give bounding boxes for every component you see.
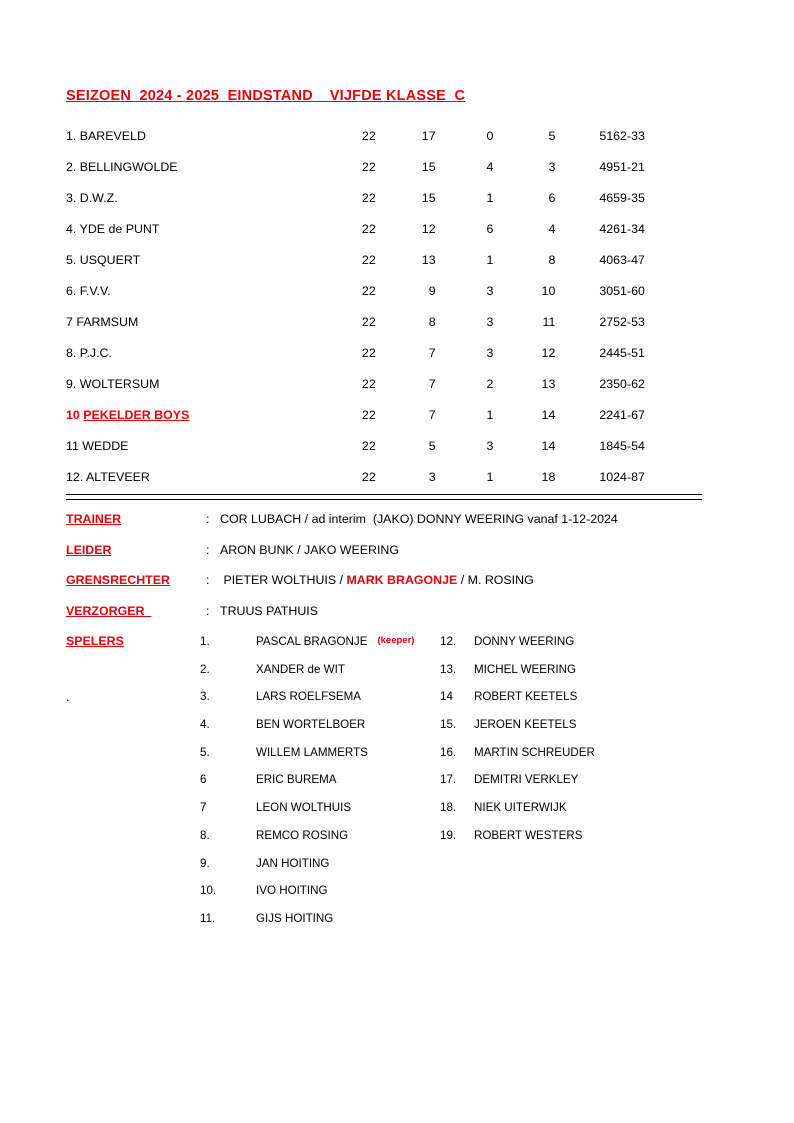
standings-played: 22 — [361, 376, 376, 391]
player-number: 16. — [440, 745, 457, 759]
player-name: MARTIN SCHREUDER — [474, 745, 595, 759]
grensrechter-label: GRENSRECHTER — [66, 573, 170, 587]
list-item — [200, 829, 440, 857]
grensrechter-value-accent: MARK BRAGONJE — [346, 573, 458, 587]
player-name: LEON WOLTHUIS — [256, 801, 352, 815]
standings-points: 46 — [599, 190, 614, 205]
player-name: DONNY WEERING — [474, 635, 575, 648]
list-item — [200, 635, 440, 663]
player-name: ROBERT KEETELS — [474, 690, 578, 704]
table-row — [66, 399, 702, 430]
verzorger-value: TRUUS PATHUIS — [220, 603, 318, 618]
standings-team-cell: 6. F.V.V. — [66, 283, 111, 298]
list-item — [200, 857, 440, 885]
standings-drawn: 4 — [486, 159, 494, 174]
staff-row-verzorger — [66, 604, 706, 635]
standings-position: 10 — [66, 407, 80, 422]
standings-team-cell: 4. YDE de PUNT — [66, 221, 160, 236]
table-row — [66, 182, 702, 213]
standings-played: 22 — [361, 221, 376, 236]
standings-won: 13 — [421, 252, 436, 267]
standings-team-cell: 7 FARMSUM — [66, 314, 139, 329]
standings-drawn: 2 — [486, 376, 494, 391]
list-item — [200, 746, 440, 774]
standings-goals: 50-62 — [613, 376, 645, 391]
standings-team-cell: 2. BELLINGWOLDE — [66, 159, 178, 174]
standings-drawn: 1 — [486, 252, 494, 267]
player-number: 4. — [200, 718, 210, 732]
player-name: LARS ROELFSEMA — [256, 690, 362, 704]
player-number: 3. — [200, 690, 210, 704]
standings-won: 5 — [428, 438, 436, 453]
standings-played: 22 — [361, 314, 376, 329]
standings-won: 9 — [428, 283, 436, 298]
standings-goals: 51-60 — [613, 283, 645, 298]
player-name: ROBERT WESTERS — [474, 828, 583, 842]
player-number: 17. — [440, 773, 457, 787]
table-row — [66, 430, 702, 461]
standings-points: 40 — [599, 252, 614, 267]
player-number: 18. — [440, 801, 457, 815]
grensrechter-value-before: PIETER WOLTHUIS / — [220, 573, 347, 587]
player-name: IVO HOITING — [256, 884, 328, 898]
player-name: ERIC BUREMA — [256, 773, 337, 787]
player-number: 1. — [200, 635, 210, 648]
standings-won: 3 — [428, 469, 436, 484]
standings-played: 22 — [361, 128, 376, 143]
standings-team-cell: 3. D.W.Z. — [66, 190, 118, 205]
player-name: GIJS HOITING — [256, 911, 334, 925]
table-row — [66, 306, 702, 337]
list-item — [200, 884, 440, 912]
standings-won: 15 — [421, 159, 436, 174]
standings-goals: 61-34 — [613, 221, 645, 236]
standings-team-cell — [66, 399, 314, 430]
player-name: MICHEL WEERING — [474, 662, 576, 676]
standings-lost: 13 — [541, 376, 556, 391]
standings-points: 30 — [599, 283, 614, 298]
standings-points: 24 — [599, 345, 614, 360]
verzorger-colon: : — [206, 603, 210, 618]
leider-colon: : — [206, 542, 210, 557]
standings-points: 27 — [599, 314, 614, 329]
player-name: DEMITRI VERKLEY — [474, 773, 579, 787]
standings-lost: 8 — [548, 252, 556, 267]
standings-team-cell: 5. USQUERT — [66, 252, 141, 267]
standings-won: 12 — [421, 221, 436, 236]
grensrechter-value — [220, 573, 534, 587]
trainer-label: TRAINER — [66, 512, 122, 526]
table-row — [66, 244, 702, 275]
list-item — [440, 829, 680, 857]
table-row — [66, 151, 702, 182]
standings-won: 7 — [428, 376, 436, 391]
player-name: BEN WORTELBOER — [256, 718, 366, 732]
standings-won: 15 — [421, 190, 436, 205]
standings-lost: 10 — [541, 283, 556, 298]
list-item — [440, 690, 680, 718]
player-name: PASCAL BRAGONJE — [256, 635, 368, 648]
trainer-colon: : — [206, 512, 210, 526]
spelers-label: SPELERS — [66, 634, 124, 648]
standings-lost: 11 — [542, 314, 556, 329]
standings-played: 22 — [361, 252, 376, 267]
standings-goals: 45-51 — [613, 345, 645, 360]
list-item — [440, 663, 680, 691]
list-item — [200, 773, 440, 801]
standings-points: 18 — [599, 438, 614, 453]
grensrechter-colon: : — [206, 573, 210, 587]
standings-points: 42 — [599, 221, 614, 236]
table-row — [66, 120, 702, 151]
standings-played: 22 — [361, 438, 376, 453]
standings-won: 7 — [428, 407, 436, 422]
standings-lost: 14 — [541, 438, 556, 453]
player-name: XANDER de WIT — [256, 662, 345, 676]
standings-team-cell: 11 WEDDE — [66, 438, 129, 453]
section-divider — [66, 494, 702, 500]
standings-played: 22 — [361, 190, 376, 205]
standings-goals: 41-67 — [613, 407, 645, 422]
player-number: 15. — [440, 718, 457, 732]
player-name: JAN HOITING — [256, 856, 330, 870]
standings-drawn: 3 — [486, 438, 494, 453]
standings-won: 7 — [428, 345, 436, 360]
standings-points: 22 — [599, 407, 614, 422]
list-item — [440, 773, 680, 801]
standings-lost: 4 — [548, 221, 556, 236]
player-number: 14 — [440, 690, 453, 704]
player-name: WILLEM LAMMERTS — [256, 745, 368, 759]
standings-goals: 51-21 — [613, 159, 645, 174]
page-title: SEIZOEN 2024 - 2025 EINDSTAND VIJFDE KLASSE C — [66, 88, 466, 104]
standings-team-name: PEKELDER BOYS — [83, 407, 190, 422]
standings-drawn: 3 — [486, 314, 494, 329]
standings-goals: 52-53 — [613, 314, 645, 329]
standings-lost: 3 — [548, 159, 556, 174]
table-row — [66, 337, 702, 368]
player-number: 11. — [200, 911, 216, 925]
list-item — [440, 801, 680, 829]
list-item — [200, 718, 440, 746]
player-role-tag: (keeper) — [377, 635, 415, 646]
trainer-value: COR LUBACH / ad interim (JAKO) DONNY WEERING vanaf 1-12-2024 — [220, 512, 618, 526]
player-number: 19. — [440, 828, 457, 842]
table-row — [66, 461, 702, 492]
standings-drawn: 0 — [486, 128, 494, 143]
staff-row-leider — [66, 543, 706, 574]
standings-points: 49 — [599, 159, 614, 174]
list-item — [200, 663, 440, 691]
player-number: 12. — [440, 635, 457, 648]
standings-played: 22 — [361, 159, 376, 174]
list-item — [200, 801, 440, 829]
standings-goals: 24-87 — [613, 469, 645, 484]
standings-team-cell: 8. P.J.C. — [66, 345, 112, 360]
standings-drawn: 3 — [486, 345, 494, 360]
standings-won: 17 — [421, 128, 436, 143]
standings-goals: 62-33 — [613, 128, 645, 143]
player-number: 10. — [200, 884, 217, 898]
standings-goals: 45-54 — [613, 438, 645, 453]
standings-team-cell: 12. ALTEVEER — [66, 469, 150, 484]
player-number: 7 — [200, 801, 207, 815]
standings-played: 22 — [361, 469, 376, 484]
standings-drawn: 6 — [486, 221, 494, 236]
player-number: 6 — [200, 773, 207, 787]
standings-lost: 6 — [548, 190, 556, 205]
leider-value: ARON BUNK / JAKO WEERING — [220, 542, 399, 557]
grensrechter-value-after: / M. ROSING — [457, 573, 534, 587]
standings-lost: 18 — [541, 469, 556, 484]
verzorger-label: VERZORGER — [66, 603, 152, 618]
player-number: 8. — [200, 828, 210, 842]
standings-team-cell: 1. BAREVELD — [66, 128, 146, 143]
standings-goals: 63-47 — [613, 252, 645, 267]
table-row — [66, 368, 702, 399]
standings-drawn: 1 — [486, 407, 494, 422]
staff-row-trainer — [66, 512, 706, 543]
table-row — [66, 275, 702, 306]
player-number: 2. — [200, 662, 210, 676]
leider-label: LEIDER — [66, 542, 112, 557]
standings-lost: 12 — [541, 345, 556, 360]
standings-played: 22 — [361, 407, 376, 422]
players-column-right — [440, 635, 680, 940]
stray-dot: . — [66, 690, 70, 704]
standings-drawn: 1 — [486, 190, 494, 205]
table-row — [66, 213, 702, 244]
list-item — [200, 912, 440, 940]
standings-table — [66, 120, 702, 492]
player-name: REMCO ROSING — [256, 828, 349, 842]
standings-lost: 14 — [541, 407, 556, 422]
player-number: 9. — [200, 856, 210, 870]
standings-drawn: 1 — [486, 469, 494, 484]
player-number: 13. — [440, 662, 457, 676]
standings-won: 8 — [428, 314, 436, 329]
players-section — [200, 635, 700, 940]
player-name: JEROEN KEETELS — [474, 718, 577, 732]
standings-played: 22 — [361, 283, 376, 298]
standings-points: 51 — [599, 128, 614, 143]
list-item — [440, 635, 680, 663]
standings-lost: 5 — [548, 128, 556, 143]
standings-goals: 59-35 — [613, 190, 645, 205]
list-item — [440, 746, 680, 774]
players-column-left — [200, 635, 440, 940]
standings-points: 23 — [599, 376, 614, 391]
player-name: NIEK UITERWIJK — [474, 801, 567, 815]
standings-played: 22 — [361, 345, 376, 360]
standings-team-cell: 9. WOLTERSUM — [66, 376, 160, 391]
player-number: 5. — [200, 745, 210, 759]
list-item — [440, 718, 680, 746]
staff-row-grensrechter — [66, 573, 706, 604]
standings-points: 10 — [599, 469, 614, 484]
list-item — [200, 690, 440, 718]
standings-drawn: 3 — [486, 283, 494, 298]
